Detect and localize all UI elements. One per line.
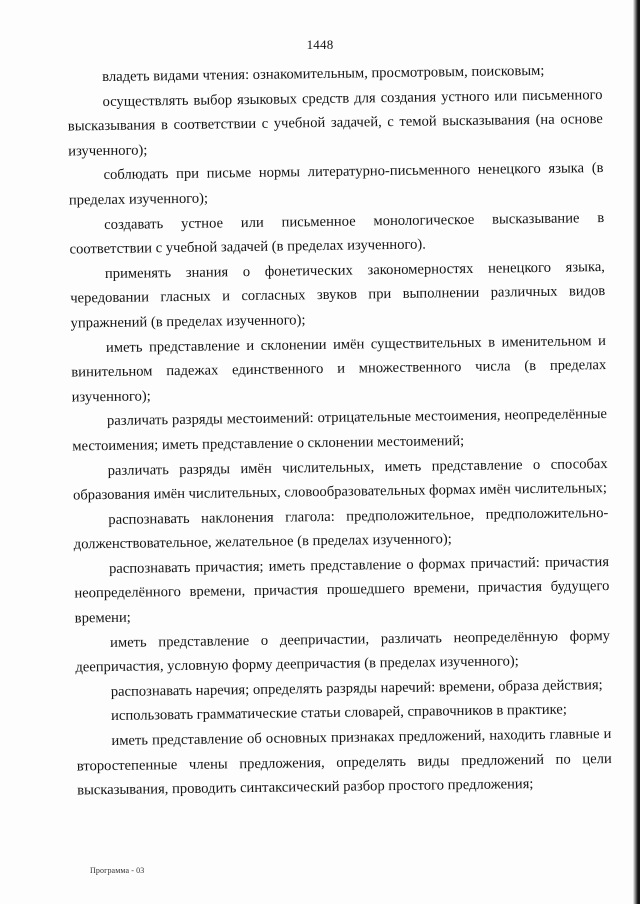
paragraph: иметь представление и склонении имён существительных в именительном и винительном падежах единственного и множественного числа (в пределах изученного);	[71, 332, 607, 406]
paragraph: различать разряды местоимений: отрицательные местоимения, неопределённые местоимения; иметь представление о склонении местоимений;	[72, 406, 608, 455]
document-body	[0, 58, 640, 805]
paragraph: владеть видами чтения: ознакомительным, просмотровым, поисковым;	[102, 62, 545, 86]
paragraph: осуществлять выбор языковых средств для создания устного или письменного высказывания в соответствии с учебной задачей, с темой высказывания (на основе изученного);	[67, 86, 603, 160]
paragraph: использовать грамматические статьи словарей, справочников в практике;	[111, 702, 568, 725]
page-number: 1448	[306, 37, 334, 52]
page-footer: Программа - 03	[90, 866, 145, 875]
paragraph: распознавать причастия; иметь представление о формах причастий: причастия неопределённого времени, причастия прошедшего времени, причастия будущего времени;	[74, 553, 610, 627]
paragraph: иметь представление о деепричастии, различать неопределённую форму деепричастия, условную форму деепричастия (в пределах изученного);	[75, 627, 611, 676]
paragraph: распознавать наречия; определять разряды наречий: времени, образа действия;	[110, 676, 603, 700]
paragraph: распознавать наклонения глагола: предположительное, предположительно-долженствовательное, желательное (в пределах изученного);	[73, 504, 609, 553]
paragraph: создавать устное или письменное монологическое высказывание в соответствии с учебной задачей (в пределах изученного).	[69, 209, 605, 258]
paragraph: применять знания о фонетических закономерностях ненецкого языка, чередовании гласных и согласных звуков при выполнении различных видов упражнений (в пределах изученного);	[70, 258, 606, 332]
paragraph: различать разряды имён числительных, иметь представление о способах образования имён числительных, словообразовательных формах имён числительных;	[72, 455, 608, 504]
paragraph: иметь представление об основных признаках предложений, находить главные и второстепенные члены предложения, определять виды предложений по цели высказывания, проводить синтаксический разбор простого предложения;	[76, 726, 612, 799]
paragraph: соблюдать при письме нормы литературно-письменного ненецкого языка (в пределах изученного);	[68, 160, 604, 209]
